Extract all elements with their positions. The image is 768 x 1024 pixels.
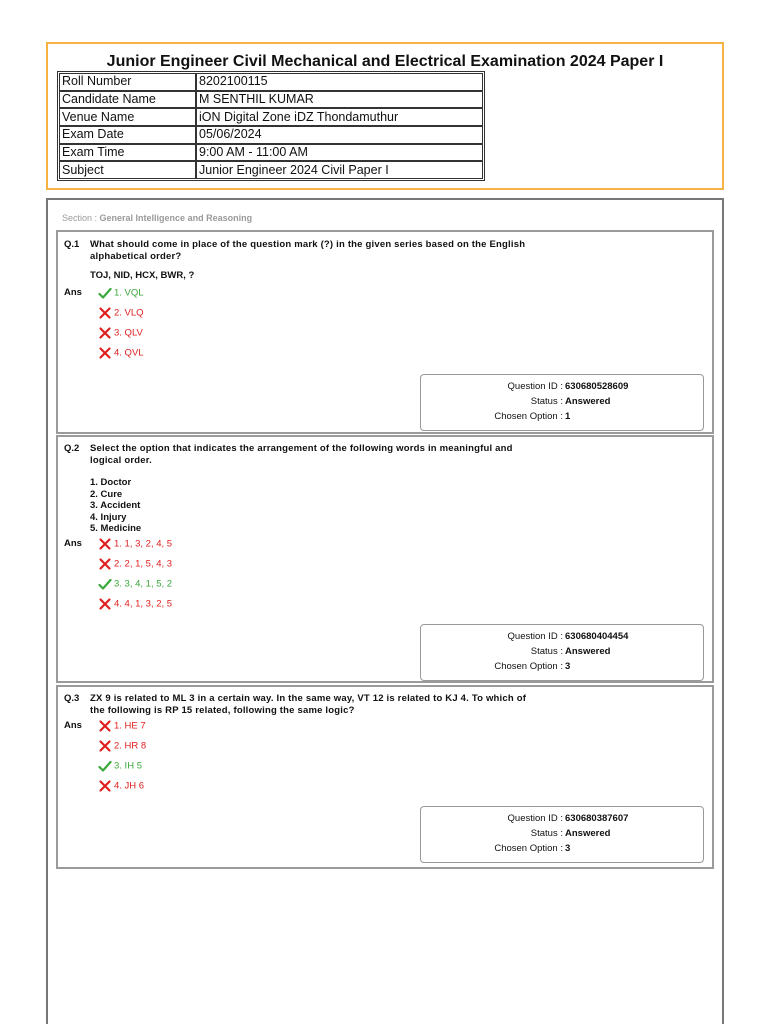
question-id-row	[421, 812, 705, 826]
ans-label: Ans	[64, 287, 82, 298]
check-icon	[98, 286, 112, 300]
question-series: TOJ, NID, HCX, BWR, ?	[90, 270, 195, 281]
cross-icon	[98, 346, 112, 360]
detail-label: Venue Name	[59, 108, 196, 126]
word-item: 2. Cure	[90, 488, 123, 500]
question-meta	[420, 806, 704, 863]
answer-option	[98, 719, 146, 733]
detail-value: 8202100115	[196, 73, 483, 91]
answer-option	[98, 346, 144, 360]
chosen-option-label: Chosen Option :	[494, 411, 563, 422]
chosen-option-value: 3	[565, 843, 571, 854]
question-card	[56, 685, 714, 869]
section-frame	[46, 198, 724, 1024]
word-item: 3. Accident	[90, 500, 141, 511]
option-text: 4. JH 6	[114, 780, 145, 792]
cross-icon	[98, 326, 112, 340]
question-id-label: Question ID :	[507, 631, 563, 642]
question-id-row	[421, 630, 705, 644]
exam-header	[46, 42, 724, 190]
question-number: Q.2	[64, 443, 80, 454]
detail-row	[59, 144, 483, 162]
question-number: Q.1	[64, 239, 80, 250]
word-item: 5. Medicine	[90, 523, 142, 534]
status-value: Answered	[565, 396, 611, 407]
answer-option	[98, 739, 146, 753]
option-text: 1. HE 7	[114, 720, 146, 732]
detail-label: Exam Date	[59, 126, 196, 144]
detail-row	[59, 161, 483, 179]
status-label: Status :	[530, 646, 563, 657]
question-text: ZX 9 is related to ML 3 in a certain way. In the same way, VT 12 is related to KJ 4. To which of the following is RP 15 related, following the same logic?	[90, 693, 527, 716]
status-value: Answered	[565, 828, 611, 839]
answer-option	[98, 597, 172, 611]
answer-option	[98, 326, 143, 340]
candidate-details-table	[57, 71, 485, 181]
option-text: 4. 4, 1, 3, 2, 5	[114, 598, 173, 610]
question-id-value: 630680387607	[565, 813, 629, 824]
option-text: 1. VQL	[114, 287, 144, 299]
chosen-option-row	[421, 842, 705, 856]
chosen-option-label: Chosen Option :	[494, 843, 563, 854]
question-text: Select the option that indicates the arrangement of the following words in meaningful and logical order.	[90, 443, 513, 466]
question-text: What should come in place of the question mark (?) in the given series based on the English alphabetical order?	[90, 239, 526, 262]
option-text: 4. QVL	[114, 347, 144, 359]
detail-row	[59, 126, 483, 144]
detail-value: 05/06/2024	[196, 126, 483, 144]
answer-option	[98, 779, 144, 793]
word-item: 4. Injury	[90, 511, 127, 523]
status-value: Answered	[565, 646, 611, 657]
section-label	[62, 213, 252, 223]
cross-icon	[98, 537, 112, 551]
detail-value: Junior Engineer 2024 Civil Paper I	[196, 161, 483, 179]
check-icon	[98, 759, 112, 773]
answer-option	[98, 557, 172, 571]
chosen-option-row	[421, 410, 705, 424]
option-text: 3. 3, 4, 1, 5, 2	[114, 578, 173, 590]
detail-label: Exam Time	[59, 144, 196, 162]
detail-row	[59, 73, 483, 91]
cross-icon	[98, 557, 112, 571]
answer-option	[98, 537, 172, 551]
question-meta	[420, 624, 704, 681]
chosen-option-value: 1	[565, 411, 571, 422]
chosen-option-value: 3	[565, 661, 571, 672]
status-label: Status :	[530, 828, 563, 839]
question-id-value: 630680404454	[565, 631, 629, 642]
answer-option	[98, 577, 172, 591]
question-id-value: 630680528609	[565, 381, 629, 392]
question-word-list	[90, 477, 141, 535]
detail-label: Candidate Name	[59, 91, 196, 109]
question-id-label: Question ID :	[507, 813, 563, 824]
cross-icon	[98, 779, 112, 793]
option-text: 1. 1, 3, 2, 4, 5	[114, 538, 173, 550]
detail-value: 9:00 AM - 11:00 AM	[196, 144, 483, 162]
option-text: 3. IH 5	[114, 760, 142, 772]
question-meta	[420, 374, 704, 431]
detail-row	[59, 108, 483, 126]
option-text: 2. VLQ	[114, 307, 144, 319]
ans-label: Ans	[64, 538, 82, 549]
question-number: Q.3	[64, 693, 80, 704]
option-text: 3. QLV	[114, 327, 143, 339]
answer-option	[98, 759, 142, 773]
option-text: 2. HR 8	[114, 740, 147, 752]
status-row	[421, 395, 705, 409]
detail-label: Roll Number	[59, 73, 196, 91]
cross-icon	[98, 306, 112, 320]
status-row	[421, 645, 705, 659]
ans-label: Ans	[64, 720, 82, 731]
question-card	[56, 230, 714, 434]
question-id-row	[421, 380, 705, 394]
cross-icon	[98, 597, 112, 611]
status-row	[421, 827, 705, 841]
section-prefix: Section :	[62, 213, 100, 223]
option-text: 2. 2, 1, 5, 4, 3	[114, 558, 173, 570]
status-label: Status :	[530, 396, 563, 407]
question-id-label: Question ID :	[507, 381, 563, 392]
detail-value: M SENTHIL KUMAR	[196, 91, 483, 109]
chosen-option-label: Chosen Option :	[494, 661, 563, 672]
check-icon	[98, 577, 112, 591]
detail-row	[59, 91, 483, 109]
chosen-option-row	[421, 660, 705, 674]
question-card	[56, 435, 714, 683]
exam-title: Junior Engineer Civil Mechanical and Electrical Examination 2024 Paper I	[106, 53, 664, 70]
cross-icon	[98, 739, 112, 753]
section-name: General Intelligence and Reasoning	[99, 213, 253, 223]
detail-label: Subject	[59, 161, 196, 179]
detail-value: iON Digital Zone iDZ Thondamuthur	[196, 108, 483, 126]
answer-option	[98, 306, 144, 320]
cross-icon	[98, 719, 112, 733]
answer-option	[98, 286, 144, 300]
word-item: 1. Doctor	[90, 477, 132, 488]
